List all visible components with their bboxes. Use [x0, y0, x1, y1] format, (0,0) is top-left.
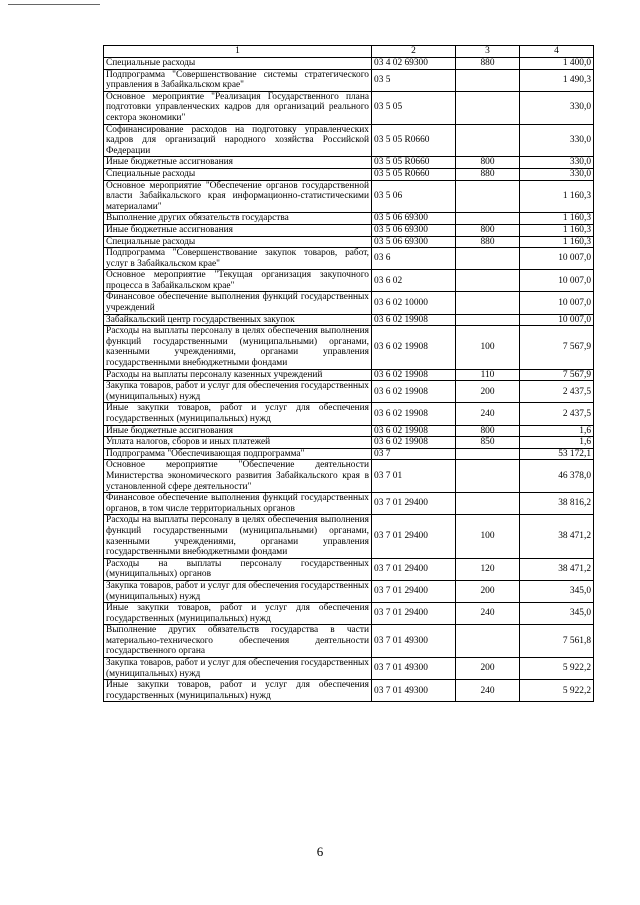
table-row: [104, 236, 594, 248]
row-name-cell: Расходы на выплаты персоналу государственных (муниципальных) органов: [104, 558, 372, 580]
row-name-cell: Специальные расходы: [104, 168, 372, 180]
row-name-cell: Выполнение других обязательств государства: [104, 213, 372, 225]
row-code-cell: 03 6 02 19908: [372, 369, 456, 381]
table-row: [104, 91, 594, 124]
row-type-cell: [456, 460, 520, 493]
row-amount-cell: 7 567,9: [520, 369, 594, 381]
row-amount-cell: 10 007,0: [520, 248, 594, 270]
row-code-cell: 03 5 06 69300: [372, 213, 456, 225]
row-name-cell: Основное мероприятие "Обеспечение органов государственной власти Забайкальского края информационно-статистическими материалами": [104, 180, 372, 213]
row-amount-cell: 10 007,0: [520, 292, 594, 314]
row-type-cell: [456, 292, 520, 314]
row-amount-cell: 5 922,2: [520, 680, 594, 702]
row-amount-cell: 38 816,2: [520, 493, 594, 515]
row-type-cell: 880: [456, 58, 520, 70]
row-type-cell: 120: [456, 558, 520, 580]
row-name-cell: Закупка товаров, работ и услуг для обеспечения государственных (муниципальных) нужд: [104, 381, 372, 403]
row-amount-cell: 1 400,0: [520, 58, 594, 70]
row-name-cell: Забайкальский центр государственных закупок: [104, 314, 372, 326]
row-code-cell: 03 5 05 R0660: [372, 124, 456, 157]
row-name-cell: Закупка товаров, работ и услуг для обеспечения государственных (муниципальных) нужд: [104, 580, 372, 602]
table-row: [104, 381, 594, 403]
table-row: [104, 369, 594, 381]
table-row: [104, 248, 594, 270]
row-amount-cell: 46 378,0: [520, 460, 594, 493]
row-code-cell: 03 7 01 29400: [372, 580, 456, 602]
table-row: [104, 292, 594, 314]
row-type-cell: [456, 314, 520, 326]
budget-table: [103, 45, 594, 702]
row-amount-cell: 7 567,9: [520, 326, 594, 369]
row-name-cell: Расходы на выплаты персоналу казенных учреждений: [104, 369, 372, 381]
row-code-cell: 03 7 01 29400: [372, 603, 456, 625]
row-code-cell: 03 7 01 29400: [372, 558, 456, 580]
row-amount-cell: 2 437,5: [520, 403, 594, 425]
table-row: [104, 680, 594, 702]
row-name-cell: Иные закупки товаров, работ и услуг для обеспечения государственных (муниципальных) нужд: [104, 680, 372, 702]
row-code-cell: 03 6 02 10000: [372, 292, 456, 314]
row-code-cell: 03 6 02 19908: [372, 326, 456, 369]
row-type-cell: [456, 625, 520, 658]
table-row: [104, 157, 594, 169]
table-row: [104, 437, 594, 449]
row-type-cell: [456, 180, 520, 213]
row-name-cell: Выполнение других обязательств государства в части материально-технического обеспечения деятельности государственного органа: [104, 625, 372, 658]
row-type-cell: 240: [456, 603, 520, 625]
row-code-cell: 03 5 05 R0660: [372, 157, 456, 169]
row-name-cell: Подпрограмма "Совершенствование системы стратегического управления в Забайкальском крае": [104, 69, 372, 91]
row-amount-cell: 345,0: [520, 603, 594, 625]
table-row: [104, 580, 594, 602]
row-code-cell: 03 6 02 19908: [372, 437, 456, 449]
table-header-row: [104, 46, 594, 58]
row-name-cell: Финансовое обеспечение выполнения функций государственных органов, в том числе территориальных органов: [104, 493, 372, 515]
row-code-cell: 03 5: [372, 69, 456, 91]
row-code-cell: 03 7: [372, 448, 456, 460]
row-code-cell: 03 4 02 69300: [372, 58, 456, 70]
row-type-cell: 200: [456, 381, 520, 403]
table-row: [104, 224, 594, 236]
table-row: [104, 314, 594, 326]
row-type-cell: [456, 248, 520, 270]
table-row: [104, 168, 594, 180]
row-type-cell: 240: [456, 680, 520, 702]
row-code-cell: 03 7 01 29400: [372, 515, 456, 558]
row-code-cell: 03 6 02 19908: [372, 381, 456, 403]
row-type-cell: 880: [456, 236, 520, 248]
table-row: [104, 213, 594, 225]
table-row: [104, 124, 594, 157]
table-row: [104, 425, 594, 437]
row-type-cell: [456, 124, 520, 157]
row-name-cell: Расходы на выплаты персоналу в целях обеспечения выполнения функций государственными (муниципальными) органами, казенными учреждениями, органами управления государственными внебюджетными фондами: [104, 326, 372, 369]
row-amount-cell: 345,0: [520, 580, 594, 602]
row-amount-cell: 38 471,2: [520, 558, 594, 580]
row-name-cell: Подпрограмма "Обеспечивающая подпрограмма": [104, 448, 372, 460]
row-name-cell: Софинансирование расходов на подготовку управленческих кадров для организаций народного хозяйства Российской Федерации: [104, 124, 372, 157]
row-type-cell: 800: [456, 224, 520, 236]
row-amount-cell: 10 007,0: [520, 314, 594, 326]
table-row: [104, 658, 594, 680]
row-type-cell: [456, 213, 520, 225]
row-name-cell: Иные бюджетные ассигнования: [104, 224, 372, 236]
row-type-cell: 200: [456, 658, 520, 680]
header-col-4: 4: [520, 46, 594, 58]
row-amount-cell: 1,6: [520, 437, 594, 449]
row-amount-cell: 7 561,8: [520, 625, 594, 658]
budget-table-sheet: [103, 45, 593, 702]
row-type-cell: [456, 448, 520, 460]
row-name-cell: Иные бюджетные ассигнования: [104, 425, 372, 437]
row-code-cell: 03 6 02 19908: [372, 425, 456, 437]
table-row: [104, 58, 594, 70]
row-name-cell: Закупка товаров, работ и услуг для обеспечения государственных (муниципальных) нужд: [104, 658, 372, 680]
row-type-cell: [456, 270, 520, 292]
row-code-cell: 03 7 01 29400: [372, 493, 456, 515]
row-code-cell: 03 6: [372, 248, 456, 270]
row-name-cell: Финансовое обеспечение выполнения функций государственных учреждений: [104, 292, 372, 314]
table-row: [104, 403, 594, 425]
row-code-cell: 03 7 01 49300: [372, 658, 456, 680]
row-name-cell: Уплата налогов, сборов и иных платежей: [104, 437, 372, 449]
row-name-cell: Специальные расходы: [104, 236, 372, 248]
row-code-cell: 03 7 01 49300: [372, 625, 456, 658]
header-col-3: 3: [456, 46, 520, 58]
table-row: [104, 625, 594, 658]
row-amount-cell: 1,6: [520, 425, 594, 437]
row-name-cell: Подпрограмма "Совершенствование закупок товаров, работ, услуг в Забайкальском крае": [104, 248, 372, 270]
row-amount-cell: 38 471,2: [520, 515, 594, 558]
row-amount-cell: 10 007,0: [520, 270, 594, 292]
table-row: [104, 493, 594, 515]
row-amount-cell: 1 490,3: [520, 69, 594, 91]
table-row: [104, 448, 594, 460]
row-name-cell: Основное мероприятие "Реализация Государственного плана подготовки управленческих кадров для организаций реального сектора экономики": [104, 91, 372, 124]
header-col-2: 2: [372, 46, 456, 58]
row-code-cell: 03 5 05: [372, 91, 456, 124]
row-type-cell: [456, 493, 520, 515]
row-code-cell: 03 5 06 69300: [372, 224, 456, 236]
row-amount-cell: 330,0: [520, 157, 594, 169]
scan-edge-line: [8, 4, 100, 5]
row-amount-cell: 1 160,3: [520, 224, 594, 236]
row-code-cell: 03 6 02 19908: [372, 314, 456, 326]
row-code-cell: 03 7 01: [372, 460, 456, 493]
row-code-cell: 03 5 06: [372, 180, 456, 213]
row-amount-cell: 1 160,3: [520, 236, 594, 248]
row-name-cell: Расходы на выплаты персоналу в целях обеспечения выполнения функций государственными (муниципальными) органами, казенными учреждениями, органами управления государственными внебюджетными фондами: [104, 515, 372, 558]
table-row: [104, 270, 594, 292]
row-amount-cell: 2 437,5: [520, 381, 594, 403]
row-amount-cell: 330,0: [520, 168, 594, 180]
row-amount-cell: 330,0: [520, 91, 594, 124]
row-name-cell: Основное мероприятие "Текущая организация закупочного процесса в Забайкальском крае": [104, 270, 372, 292]
row-code-cell: 03 5 06 69300: [372, 236, 456, 248]
row-amount-cell: 1 160,3: [520, 180, 594, 213]
row-type-cell: [456, 69, 520, 91]
row-code-cell: 03 6 02: [372, 270, 456, 292]
table-row: [104, 69, 594, 91]
row-amount-cell: 1 160,3: [520, 213, 594, 225]
row-type-cell: 200: [456, 580, 520, 602]
table-row: [104, 180, 594, 213]
row-code-cell: 03 5 05 R0660: [372, 168, 456, 180]
row-type-cell: 240: [456, 403, 520, 425]
row-name-cell: Специальные расходы: [104, 58, 372, 70]
row-amount-cell: 53 172,1: [520, 448, 594, 460]
row-type-cell: 800: [456, 157, 520, 169]
row-type-cell: 800: [456, 425, 520, 437]
row-type-cell: 850: [456, 437, 520, 449]
row-type-cell: 110: [456, 369, 520, 381]
row-name-cell: Иные закупки товаров, работ и услуг для обеспечения государственных (муниципальных) нужд: [104, 403, 372, 425]
table-row: [104, 558, 594, 580]
row-type-cell: [456, 91, 520, 124]
header-col-1: 1: [104, 46, 372, 58]
row-type-cell: 100: [456, 326, 520, 369]
table-row: [104, 515, 594, 558]
row-amount-cell: 5 922,2: [520, 658, 594, 680]
row-name-cell: Иные закупки товаров, работ и услуг для обеспечения государственных (муниципальных) нужд: [104, 603, 372, 625]
page-number: 6: [316, 844, 324, 859]
row-name-cell: Иные бюджетные ассигнования: [104, 157, 372, 169]
row-code-cell: 03 6 02 19908: [372, 403, 456, 425]
table-row: [104, 326, 594, 369]
row-type-cell: 880: [456, 168, 520, 180]
table-row: [104, 603, 594, 625]
row-type-cell: 100: [456, 515, 520, 558]
table-row: [104, 460, 594, 493]
row-code-cell: 03 7 01 49300: [372, 680, 456, 702]
row-name-cell: Основное мероприятие "Обеспечение деятельности Министерства экономического развития Забайкальского края в установленной сфере деятельности": [104, 460, 372, 493]
row-amount-cell: 330,0: [520, 124, 594, 157]
